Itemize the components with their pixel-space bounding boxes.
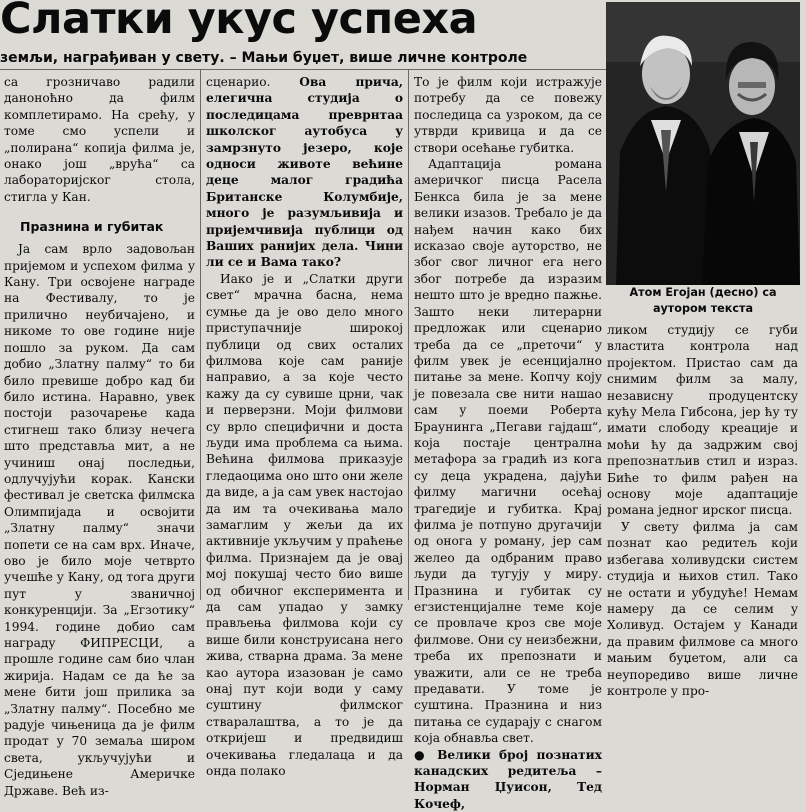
paragraph: То је филм који истражује потребу да се повежу последица са узроком, да се утврди кривица и да се створи осећање губитка. [414, 75, 602, 155]
article-column-2 [206, 74, 404, 779]
article-column-3 [414, 74, 603, 811]
column-rule [200, 70, 201, 600]
interview-question: Ова прича, елегична студија о последицама преврнтаа школског аутобуса у замрзнуто језеро, које односи животе већине деце малог градића Британске Колумбије, много је разумљивија и пријемчивија публици од Ваших ранијих дела. Чини ли се и Вама тако? [206, 75, 403, 270]
section-heading: Празнина и губитак [20, 219, 164, 235]
interview-question: ● Велики број познатих канадских редитеља – Норман Џуисон, Тед Кочеф, [414, 747, 602, 811]
headline: Слатки укус успеха [0, 0, 478, 44]
article-column-1 [4, 74, 195, 798]
paragraph-lead: сценарио. [206, 75, 271, 89]
column-rule [408, 70, 409, 600]
subheadline: земљи, награђиван у свету. – Мањи буџет, више личне контроле [0, 50, 528, 66]
horizontal-rule [0, 69, 606, 70]
paragraph: са грозничаво радили даноноћно да филм комплетирамо. На срећу, у томе смо успели и „полирана“ копија филма је, онако још „врућа“ са лабораторијског стола, стигла у Кан. [4, 75, 195, 204]
paragraph: ликом студију се губи властита контрола над пројектом. Пристао сам да снимим филм за малу, независну продуцентску кућу Мела Гибсона, јер ћу ту имати слободу креације и моћи ћу да задржим свој препознатљив стил и израз. Биће то филм рађен на основу моје адаптације романа једног ирског писца. [607, 323, 798, 518]
article-column-4 [607, 322, 798, 698]
photo-caption: Атом Егојан (десно) са аутором текста [629, 286, 777, 315]
paragraph: Адаптација романа америчког писца Расела Бенкса била је за мене велики изазов. Требало је да нађем начин како бих исказао своје ауторство, не због свог личног ега него због потребе да изразим нешто што је вредно пажње. Зашто неки литерарни предложак или сценарио треба да се „преточи“ у филм увек је есенцијално питање за мене. Копчу коју је повезала све нити нашао сам у поеми Роберта Браунинга „Пегави гајдаш“, која постаје централна метафора за градић из кога су деца украдена, дајући филму магични осећај трагедије и губитка. Крај филма је потпуно другачији од оногa у роману, јер сам желео да одбраним право људи да тугују у миру. Празнина и губитак су егзистенцијалне теме које се провлаче кроз све моје филмове. Они су неизбежни, треба их препознати и уважити, али се не треба предавати. У томе је суштина. Празнина и низ питања се сударају с снагом која обнавља свет. [414, 157, 603, 746]
photo [606, 2, 800, 285]
paragraph: У свету филма ја сам познат као редитељ који избегава холивудски систем студија и њихов стил. Тако не остати и убудуће! Немам намеру да се селим у Холивуд. Остајем у Канади да правим филмове са много мањим буџетом, али са неупоредиво више личне контроле у про- [607, 519, 798, 698]
photo-two-men [606, 2, 800, 285]
paragraph: Иако је и „Слатки други свет“ мрачна басна, нема сумње да је ово дело много приступачније широкој публици од свих осталих филмова које сам раније направио, а за које често кажу да су сувише црни, чак и перверзни. Моји филмови су врло специфични и доста људи има проблема са њима. Већина филмова приказује гледаоцима оно што они желе да виде, а ја сам увек настојао да им та очекивања мало замаглим у жељи да их активније укључим у праћење филма. Признајем да је овај мој покушај често био више од обичног експеримента и да сам упадао у замку прављења филмова који су више били конструисана него жива, стварна драма. За мене као аутора изазован је само онај пут који води у саму суштину филмског стваралаштва, а то је да откријеш и предвидиш очекивања гледалаца и да онда полако [206, 271, 404, 779]
paragraph: Ја сам врло задовољан пријемом и успехом филма у Кану. Три освојене награде на Фестивалу, то је прилично неубичајено, и никоме то ове године није пошло за руком. Да сам добио „Златну палму“ то би било превише добро кад би било истина. Наравно, увек постоји разочарење када стигнеш тако близу нечега што представља мит, а не учиниш онај последњи, одлучујући корак. Кански фестивал је светска филмска Олимпијада и освојити „Златну палму“ значи попети се на сам врх. Иначе, ово је било моје четврто учешће у Кану, од тога други пут у званичној конкуренцији. За „Егзотику“ 1994. године добио сам награду ФИПРЕСЦИ, а прошле године сам био члан жирија. Надам се да ће за мене бити још прилика за „Златну палму“. Посебно ме радује чињеница да је филм продат у 70 земаља широм света, укључујући и Сједињене Америчке Државе. Већ из- [4, 242, 195, 798]
